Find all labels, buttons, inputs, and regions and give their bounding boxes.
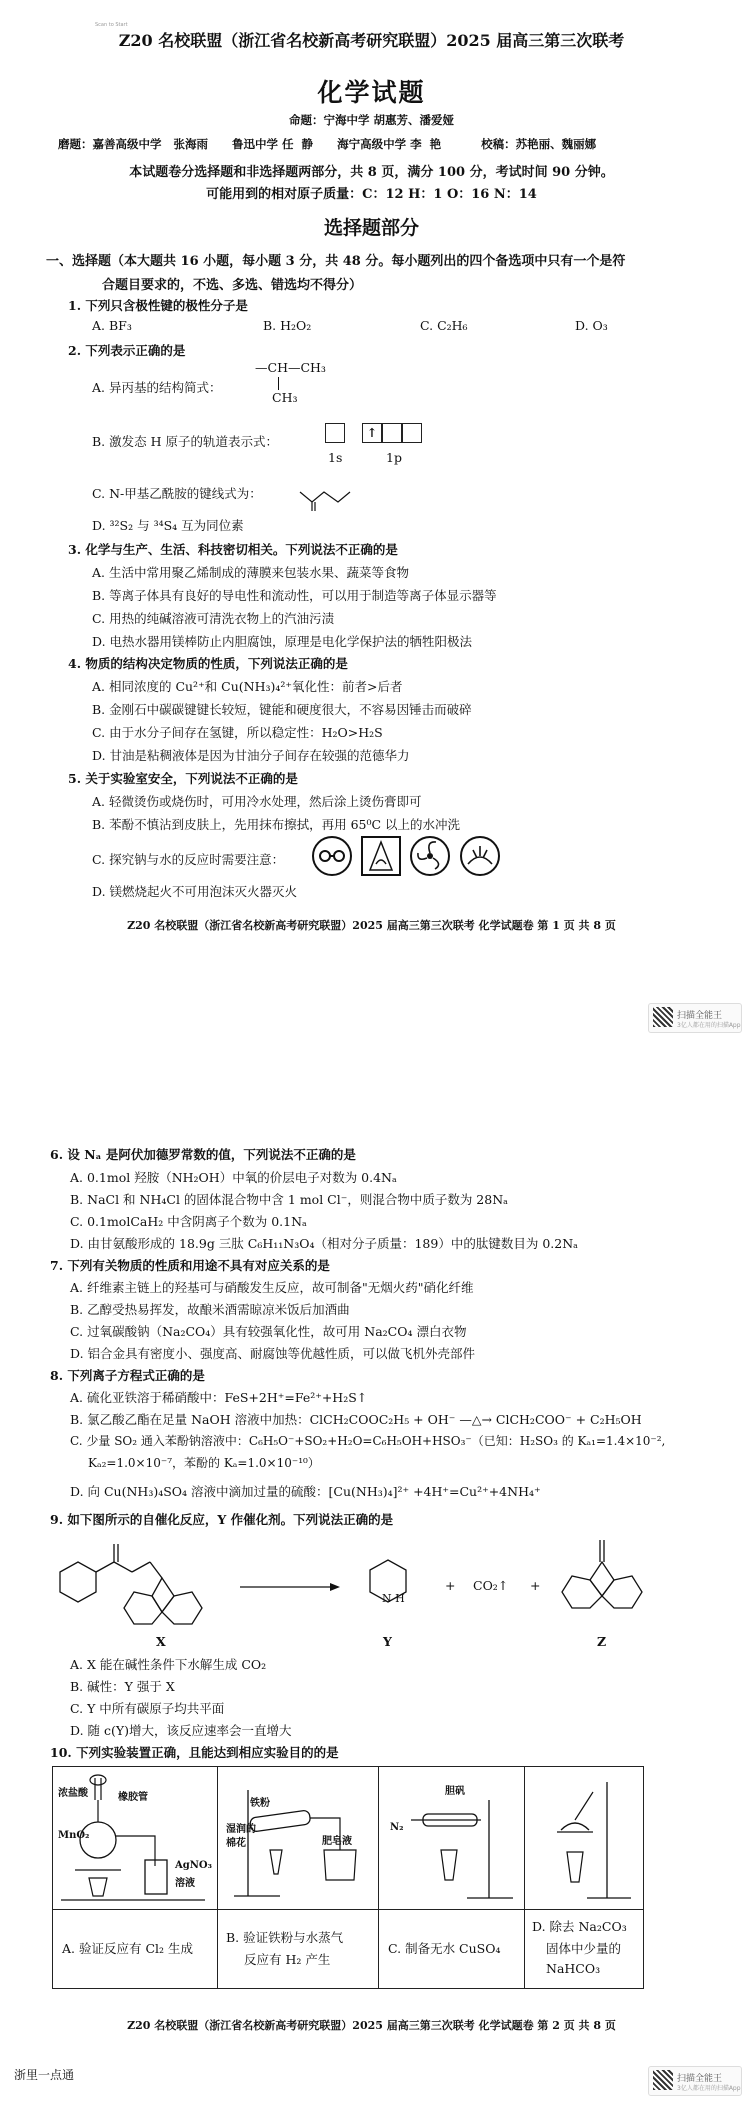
question-3-stem: 3. 化学与生产、生活、科技密切相关。下列说法不正确的是 (68, 542, 398, 557)
q9-amine-label: N H (382, 1592, 405, 1605)
q9-option-a: A. X 能在碱性条件下水解生成 CO₂ (70, 1657, 267, 1672)
q2-option-d: D. ³²S₂ 与 ³⁴S₄ 互为同位素 (92, 518, 244, 533)
q1-option-d: D. O₃ (575, 318, 608, 333)
fig-a-label-hcl: 浓盐酸 (58, 1788, 88, 1799)
fig-b-label-iron: 铁粉 (250, 1798, 270, 1809)
scan-badge-1 (648, 1003, 742, 1033)
hot-surface-icon (362, 837, 400, 875)
q9-label-z: Z (597, 1634, 607, 1649)
fig-a-label-solution: 溶液 (175, 1878, 195, 1889)
orbital-1p-box-3 (402, 423, 422, 443)
question-6-stem: 6. 设 Nₐ 是阿伏加德罗常数的值，下列说法不正确的是 (50, 1147, 356, 1162)
safety-icons (310, 834, 540, 878)
page2-footer: Z20 名校联盟（浙江省名校新高考研究联盟）2025 届高三第三次联考 化学试题卷 第 2 页 共 8 页 (127, 2019, 616, 2032)
q5-option-b: B. 苯酚不慎沾到皮肤上，先用抹布擦拭，再用 65⁰C 以上的水冲洗 (92, 817, 461, 832)
orbital-1s-box (325, 423, 345, 443)
orbital-label-1s: 1s (328, 450, 343, 465)
fig-b-label-wet: 湿润的 (226, 1824, 256, 1835)
orbital-label-1p: 1p (386, 450, 402, 465)
q9-label-x: X (156, 1634, 166, 1649)
question-10-stem: 10. 下列实验装置正确，且能达到相应实验目的的是 (50, 1745, 339, 1760)
orbital-1p-box-2 (382, 423, 402, 443)
fig-a-label-mno2: MnO₂ (58, 1830, 90, 1841)
fig-a-label-agno3: AgNO₃ (175, 1860, 212, 1871)
q5-option-c: C. 探究钠与水的反应时需要注意： (92, 852, 285, 867)
fig-c-label-n2: N₂ (390, 1822, 404, 1833)
section-title: 选择题部分 (323, 217, 419, 239)
q10-option-c: C. 制备无水 CuSO₄ (388, 1941, 501, 1956)
bottom-left-label: 浙里一点通 (14, 2068, 75, 2082)
scan-watermark: Scan to Start (95, 22, 128, 28)
orbital-1p-box-1 (362, 423, 382, 443)
q4-option-a: A. 相同浓度的 Cu²⁺和 Cu(NH₃)₄²⁺氧化性：前者>后者 (92, 679, 403, 694)
q8-option-c-line2: Kₐ₂=1.0×10⁻⁷，苯酚的 Kₐ=1.0×10⁻¹⁰） (88, 1456, 320, 1470)
q9-plus-1: + (445, 1578, 456, 1593)
q1-option-b: B. H₂O₂ (263, 318, 312, 333)
q3-option-c: C. 用热的纯碱溶液可清洗衣物上的汽油污渍 (92, 611, 335, 626)
q6-option-d: D. 由甘氨酸形成的 18.9g 三肽 C₆H₁₁N₃O₄（相对分子质量：189）中的肽键数目为 0.2Nₐ (70, 1236, 578, 1251)
q9-option-d: D. 随 c(Y)增大，该反应速率会一直增大 (70, 1723, 292, 1738)
molecule-z (562, 1540, 642, 1608)
scan-badge-title: 扫描全能王 (677, 2074, 723, 2084)
page1-footer: Z20 名校联盟（浙江省名校新高考研究联盟）2025 届高三第三次联考 化学试题卷 第 1 页 共 8 页 (127, 919, 616, 932)
q4-option-d: D. 甘油是粘稠液体是因为甘油分子间存在较强的范德华力 (92, 748, 410, 763)
q10-option-d-line2: 固体中少量的 (546, 1941, 622, 1956)
q1-option-a: A. BF₃ (92, 318, 132, 333)
q2-option-a: A. 异丙基的结构简式： (92, 380, 222, 395)
page-title: 化学试题 (317, 78, 426, 107)
q10-option-d-line3: NaHCO₃ (546, 1961, 601, 1976)
fig-a-label-tube: 橡胶管 (118, 1792, 148, 1803)
part1-intro: 一、选择题（本大题共 16 小题，每小题 3 分，共 48 分。每小题列出的四个备选项中只有一个是符 合题目要求的，不选、多选、错选均不得分） (46, 254, 626, 293)
atomic-mass-note: 可能用到的相对原子质量：C：12 H：1 O：16 N：14 (206, 187, 537, 202)
q9-reaction-scheme (40, 1532, 680, 1652)
molecule-x (60, 1544, 202, 1624)
exam-header: Z20 名校联盟（浙江省名校新高考研究联盟）2025 届高三第三次联考 (118, 31, 625, 50)
q7-option-a: A. 纤维素主链上的羟基可与硝酸发生反应，故可制备"无烟火药"硝化纤维 (70, 1280, 474, 1295)
q10-option-b-line1: B. 验证铁粉与水蒸气 (226, 1930, 344, 1945)
goggles-icon (313, 837, 351, 875)
q7-option-d: D. 铝合金具有密度小、强度高、耐腐蚀等优越性质，可以做飞机外壳部件 (70, 1346, 476, 1361)
question-2-stem: 2. 下列表示正确的是 (68, 343, 186, 358)
q3-option-a: A. 生活中常用聚乙烯制成的薄膜来包装水果、蔬菜等食物 (92, 565, 409, 580)
q7-option-b: B. 乙醇受热易挥发，故酿米酒需晾凉米饭后加酒曲 (70, 1302, 350, 1317)
question-9-stem: 9. 如下图所示的自催化反应，Y 作催化剂。下列说法正确的是 (50, 1512, 394, 1527)
q10-caption-b (217, 1909, 379, 1989)
q2-option-c: C. N-甲基乙酰胺的键线式为： (92, 486, 262, 501)
q6-option-b: B. NaCl 和 NH₄Cl 的固体混合物中含 1 mol Cl⁻，则混合物中质子数为 28Nₐ (70, 1192, 508, 1207)
wash-hands-icon (461, 837, 499, 875)
q6-option-a: A. 0.1mol 羟胺（NH₂OH）中氧的价层电子对数为 0.4Nₐ (70, 1170, 397, 1185)
q4-option-b: B. 金刚石中碳碳键键长较短，键能和硬度很大，不容易因锤击而破碎 (92, 702, 472, 717)
up-arrow-icon: ↑ (366, 425, 378, 440)
q9-plus-2: + (530, 1578, 541, 1593)
isopropyl-formula: —CH—CH₃ CH₃ (255, 360, 326, 405)
qr-code-icon (653, 1007, 673, 1027)
q10-option-d-line1: D. 除去 Na₂CO₃ (532, 1919, 627, 1934)
q8-option-a: A. 硫化亚铁溶于稀硝酸中：FeS+2H⁺=Fe²⁺+H₂S↑ (70, 1390, 368, 1405)
q8-option-b: B. 氯乙酸乙酯在足量 NaOH 溶液中加热：ClCH₂COOC₂H₅ + OH⁻ —△→ ClCH₂COO⁻ + C₂H₅OH (70, 1412, 642, 1427)
fig-c-label-cuso4: 胆矾 (445, 1786, 465, 1797)
q6-option-c: C. 0.1molCaH₂ 中含阴离子个数为 0.1Nₐ (70, 1214, 307, 1229)
question-8-stem: 8. 下列离子方程式正确的是 (50, 1368, 205, 1383)
q8-option-c-line1: C. 少量 SO₂ 通入苯酚钠溶液中：C₆H₅O⁻+SO₂+H₂O=C₆H₅OH+HSO₃⁻（已知：H₂SO₃ 的 Kₐ₁=1.4×10⁻², (70, 1434, 666, 1448)
q9-co2: CO₂↑ (473, 1578, 509, 1593)
authors-line: 命题：宁海中学 胡惠芳、潘爱娅 (288, 113, 454, 127)
q7-option-c: C. 过氧碳酸钠（Na₂CO₄）具有较强氧化性，故可用 Na₂CO₄ 漂白衣物 (70, 1324, 467, 1339)
fig-b-label-soap: 肥皂液 (322, 1836, 352, 1847)
scan-badge-title: 扫描全能王 (677, 1011, 723, 1021)
apparatus-d-drawing (527, 1770, 641, 1906)
reviewers-line: 磨题：嘉善高级中学 张海雨 鲁迅中学 任 静 海宁高级中学 李 艳 校稿：苏艳丽、魏丽娜 (58, 137, 597, 151)
q9-option-c: C. Y 中所有碳原子均共平面 (70, 1701, 225, 1716)
scan-badge-sub: 3亿人都在用的扫描App (677, 1022, 741, 1029)
q9-label-y: Y (383, 1634, 392, 1649)
q5-option-d: D. 镁燃烧起火不可用泡沫灭火器灭火 (92, 884, 298, 899)
q8-option-d: D. 向 Cu(NH₃)₄SO₄ 溶液中滴加过量的硫酸：[Cu(NH₃)₄]²⁺ +4H⁺=Cu²⁺+4NH₄⁺ (70, 1484, 541, 1499)
question-7-stem: 7. 下列有关物质的性质和用途不具有对应关系的是 (50, 1258, 330, 1273)
q10-option-b-line2: 反应有 H₂ 产生 (244, 1952, 331, 1967)
q4-option-c: C. 由于水分子间存在氢键，所以稳定性：H₂O>H₂S (92, 725, 383, 740)
q1-option-c: C. C₂H₆ (420, 318, 468, 333)
q5-option-a: A. 轻微烫伤或烧伤时，可用冷水处理，然后涂上烫伤膏即可 (92, 794, 422, 809)
qr-code-icon (653, 2070, 673, 2090)
exhaust-fan-icon (411, 837, 449, 875)
question-5-stem: 5. 关于实验室安全，下列说法不正确的是 (68, 771, 298, 786)
exam-note: 本试题卷分选择题和非选择题两部分，共 8 页，满分 100 分，考试时间 90 分钟。 (129, 165, 614, 180)
fig-b-label-cotton: 棉花 (226, 1838, 246, 1849)
q9-option-b: B. 碱性：Y 强于 X (70, 1679, 175, 1694)
scan-badge-2 (648, 2066, 742, 2096)
scan-badge-sub: 3亿人都在用的扫描App (677, 2085, 741, 2092)
q2-option-b: B. 激发态 H 原子的轨道表示式： (92, 434, 278, 449)
q10-option-a: A. 验证反应有 Cl₂ 生成 (62, 1941, 193, 1956)
q3-option-b: B. 等离子体具有良好的导电性和流动性，可以用于制造等离子体显示器等 (92, 588, 497, 603)
question-4-stem: 4. 物质的结构决定物质的性质，下列说法正确的是 (68, 656, 348, 671)
q3-option-d: D. 电热水器用镁棒防止内胆腐蚀，原理是电化学保护法的牺牲阳极法 (92, 634, 473, 649)
n-methylacetamide-skeletal (298, 478, 354, 512)
question-1-stem: 1. 下列只含极性键的极性分子是 (68, 298, 248, 313)
